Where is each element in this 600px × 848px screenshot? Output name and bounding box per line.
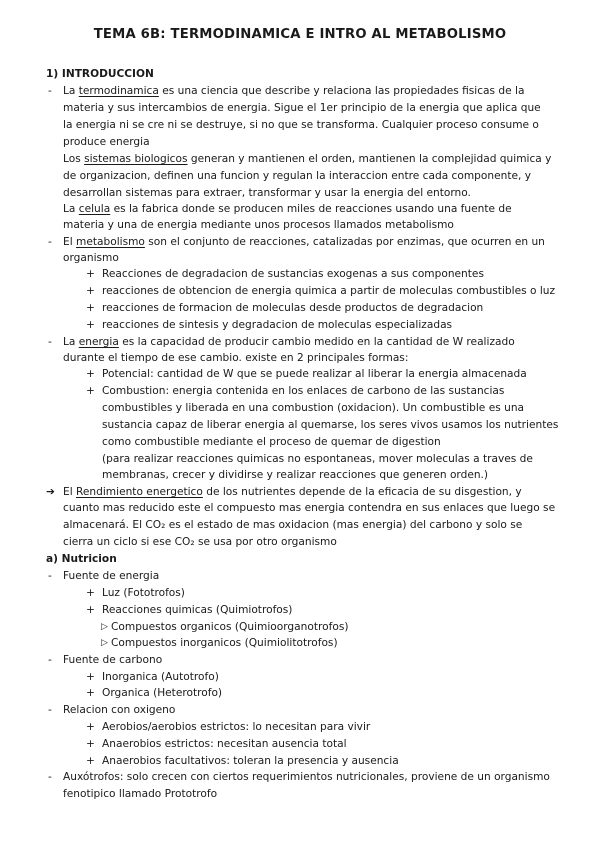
text-line: Los sistemas biologicos generan y mantienen el orden, mantienen la complejidad quimica y [63, 153, 552, 165]
list-item: reacciones de formacion de moleculas desde productos de degradacion [102, 302, 484, 314]
triangle-bullet: ▷ [101, 622, 108, 632]
text-line: de organizacion, definen una funcion y regulan la interaccion entre cada componente, y [63, 170, 532, 182]
list-item: Inorganica (Autotrofo) [102, 671, 219, 683]
text-line: fenotipico llamado Prototrofo [63, 788, 218, 800]
text-line: durante el tiempo de ese cambio. existe en 2 principales formas: [63, 352, 409, 364]
plus-bullet: + [86, 385, 95, 397]
list-item: Potencial: cantidad de W que se puede realizar al liberar la energia almacenada [102, 368, 527, 380]
text-line: cierra un ciclo si ese CO₂ se usa por otro organismo [63, 536, 337, 548]
dash-bullet: - [48, 654, 52, 666]
plus-bullet: + [86, 285, 95, 297]
text-line: (para realizar reacciones quimicas no espontaneas, mover moleculas a traves de [102, 453, 533, 465]
text-line: materia y sus intercambios de energia. Sigue el 1er principio de la energia que aplica que [63, 102, 541, 114]
text-line: La termodinamica es una ciencia que describe y relaciona las propiedades fisicas de la [63, 85, 525, 97]
section-heading-nutricion: a) Nutricion [46, 553, 117, 565]
term-celula: celula [78, 203, 111, 215]
text-line: El Rendimiento energetico de los nutrientes depende de la eficacia de su disgestion, y [63, 486, 522, 498]
arrow-bullet: ➔ [46, 486, 55, 498]
text-line: El metabolismo son el conjunto de reacciones, catalizadas por enzimas, que ocurren en un [63, 236, 545, 248]
plus-bullet: + [86, 368, 95, 380]
text-line: sustancia capaz de liberar energia al quemarse, los seres vivos usamos los nutrientes [102, 419, 559, 431]
plus-bullet: + [86, 721, 95, 733]
list-item: Organica (Heterotrofo) [102, 687, 223, 699]
list-item: Compuestos inorganicos (Quimiolitotrofos) [111, 637, 338, 649]
list-item: Auxótrofos: solo crecen con ciertos requerimientos nutricionales, proviene de un organismo [63, 771, 550, 783]
section-heading-introduccion: 1) INTRODUCCION [46, 68, 154, 80]
triangle-bullet: ▷ [101, 638, 108, 648]
list-item: Compuestos organicos (Quimioorganotrofos) [111, 621, 349, 633]
text-line: como combustible mediante el proceso de quemar de digestion [102, 436, 441, 448]
text-line: almacenará. El CO₂ es el estado de mas oxidacion (mas energia) del carbono y solo se [63, 519, 523, 531]
plus-bullet: + [86, 302, 95, 314]
plus-bullet: + [86, 587, 95, 599]
term-termodinamica: termodinamica [78, 85, 159, 97]
plus-bullet: + [86, 738, 95, 750]
dash-bullet: - [48, 85, 52, 97]
list-item: Luz (Fototrofos) [102, 587, 185, 599]
list-item: Relacion con oxigeno [63, 704, 176, 716]
text-line: membranas, crecer y dividirse y realizar reacciones que generen orden.) [102, 469, 489, 481]
plus-bullet: + [86, 755, 95, 767]
list-item: reacciones de sintesis y degradacion de moleculas especializadas [102, 319, 453, 331]
text-line: materia y una de energia mediante unos procesos llamados metabolismo [63, 219, 454, 231]
plus-bullet: + [86, 687, 95, 699]
dash-bullet: - [48, 771, 52, 783]
list-item: Anaerobios facultativos: toleran la presencia y ausencia [102, 755, 399, 767]
text-line: combustibles y liberada en una combustion (oxidacion). Un combustible es una [102, 402, 525, 414]
plus-bullet: + [86, 604, 95, 616]
plus-bullet: + [86, 671, 95, 683]
text-line: La energia es la capacidad de producir cambio medido en la cantidad de W realizado [63, 336, 515, 348]
dash-bullet: - [48, 570, 52, 582]
text-line: la energia ni se cre ni se destruye, si no que se transforma. Cualquier proceso consume o [63, 119, 539, 131]
list-item: Fuente de energia [63, 570, 160, 582]
text-line: La celula es la fabrica donde se producen miles de reacciones usando una fuente de [63, 203, 512, 215]
plus-bullet: + [86, 319, 95, 331]
list-item: Combustion: energia contenida en los enlaces de carbono de las sustancias [102, 385, 505, 397]
text-line: desarrollan sistemas para extraer, transformar y usar la energia del entorno. [63, 187, 471, 199]
list-item: Fuente de carbono [63, 654, 163, 666]
page-title: TEMA 6B: TERMODINAMICA E INTRO AL METABOLISMO [93, 27, 507, 42]
list-item: reacciones de obtencion de energia quimica a partir de moleculas combustibles o luz [102, 285, 556, 297]
list-item: Reacciones quimicas (Quimiotrofos) [102, 604, 293, 616]
text-line: produce energia [63, 136, 150, 148]
term-energia: energia [78, 336, 119, 348]
text-line: cuanto mas reducido este el compuesto mas energia contendra en sus enlaces que luego se [63, 502, 556, 514]
dash-bullet: - [48, 704, 52, 716]
list-item: Aerobios/aerobios estrictos: lo necesitan para vivir [102, 721, 371, 733]
term-sistemas-biologicos: sistemas biologicos [84, 153, 188, 165]
text-line: organismo [63, 252, 119, 264]
dash-bullet: - [48, 336, 52, 348]
plus-bullet: + [86, 268, 95, 280]
term-metabolismo: metabolismo [76, 236, 145, 248]
list-item: Anaerobios estrictos: necesitan ausencia total [102, 738, 347, 750]
list-item: Reacciones de degradacion de sustancias exogenas a sus componentes [102, 268, 484, 280]
dash-bullet: - [48, 236, 52, 248]
term-rendimiento-energetico: Rendimiento energetico [76, 486, 203, 498]
